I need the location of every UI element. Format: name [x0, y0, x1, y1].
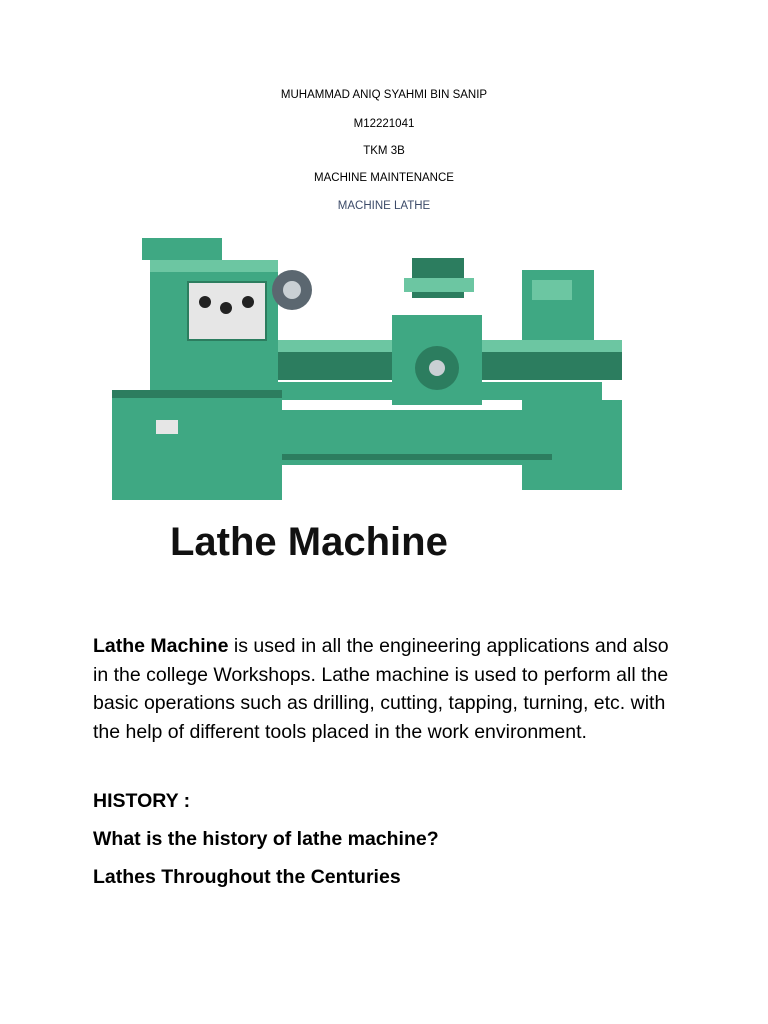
subject-title: MACHINE MAINTENANCE — [314, 172, 454, 184]
student-id: M12221041 — [353, 118, 415, 130]
lathe-machine-illustration — [92, 230, 632, 580]
history-subtitle: Lathes Throughout the Centuries — [93, 866, 401, 888]
lathe-right-leg — [522, 400, 622, 490]
intro-lead: Lathe Machine — [93, 635, 229, 657]
history-question: What is the history of lathe machine? — [93, 828, 439, 850]
intro-text: is used in all the engineering applications and also in the college Workshops. Lathe machine is used to perform all the basic operations such as drilling, cutting, tapping, turning, etc. with the help of different tools placed in the work environment. — [93, 635, 669, 743]
topic-title: MACHINE LATHE — [337, 200, 431, 212]
figure-caption: Lathe Machine — [170, 520, 448, 564]
class-code: TKM 3B — [363, 145, 405, 157]
author-name: MUHAMMAD ANIQ SYAHMI BIN SANIP — [280, 89, 488, 101]
history-heading: HISTORY : — [93, 790, 191, 812]
intro-paragraph — [93, 632, 683, 746]
lathe-left-cabinet — [112, 390, 282, 500]
